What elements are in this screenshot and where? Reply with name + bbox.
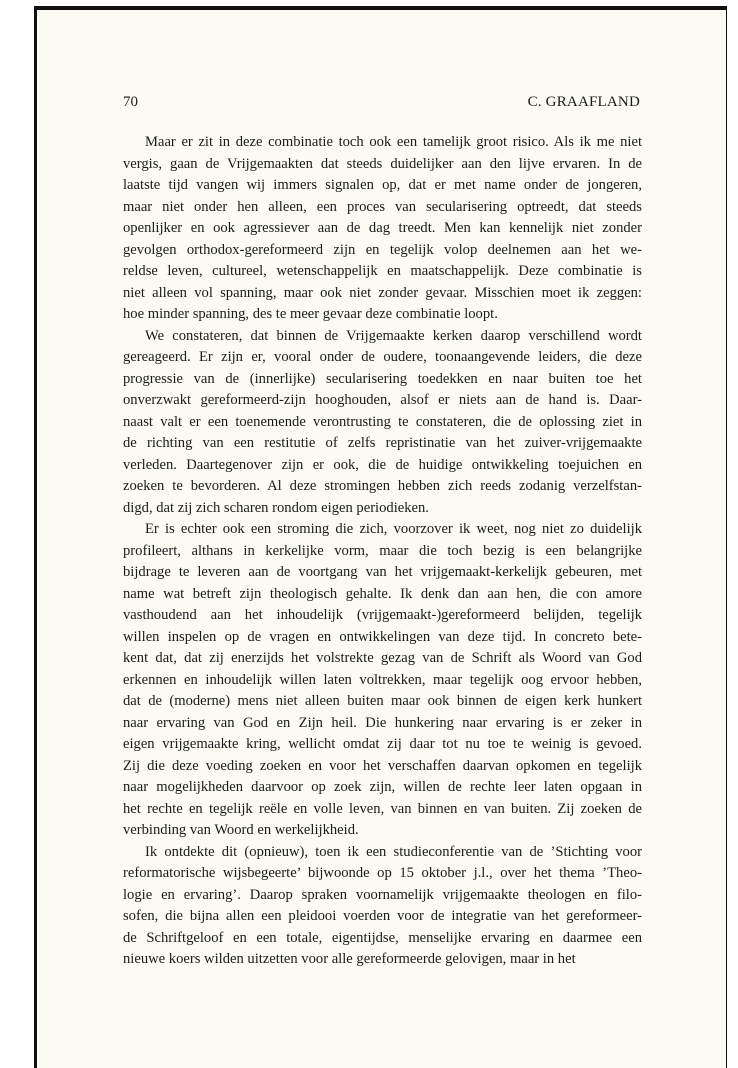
paragraph [123,132,642,326]
body-text [123,132,642,971]
paragraph [123,519,642,842]
text-line: dat de (moderne) mens niet alleen buiten maar ook binnen de eigen kerk hunkert [123,693,642,709]
text-line: openlijker en ook agressiever aan de dag treedt. Men kan kennelijk niet zonder [123,220,642,236]
text-line: progressie van de (innerlijke) secularisering toedekken en naar buiten toe het [123,370,642,387]
text-line: vasthoudend aan het inhoudelijk (vrijgemaakt-)gereformeerd belijden, tegelijk [123,607,642,623]
text-line: maar niet onder hen alleen, een proces van secularisering optreedt, dat steeds [123,198,642,215]
text-line: bijdrage te leveren aan de voortgang van het vrijgemaakt-kerkelijk gebeuren, met [123,564,642,580]
text-line: verbinding van Woord en werkelijkheid. [123,822,359,838]
text-line: kent dat, dat zij enerzijds het volstrekte gezag van de Schrift als Woord van God [123,650,642,666]
text-line: laatste tijd vangen wij immers signalen op, dat er met name onder de jongeren, [123,177,642,193]
text-line: name wat betreft zijn theologisch gehalte. Ik denk dan aan hen, die con amore [123,585,642,602]
text-line: erkennen en inhoudelijk willen laten voltrekken, maar tegelijk oog ervoor hebben, [123,671,642,688]
text-line: het rechte en tegelijk reële en volle leven, van binnen en van buiten. Zij zoeken de [123,800,642,817]
text-line: vergis, gaan de Vrijgemaakten dat steeds duidelijker aan den lijve ervaren. In de [123,155,642,172]
text-line: naast valt er een toenemende verontrusting te constateren, die de oplossing ziet in [123,413,642,430]
page-header [123,92,640,112]
text-line: de richting van een restitutie of zelfs repristinatie van het zuiver-vrijgemaakte [123,435,642,451]
text-line: Er is echter ook een stroming die zich, voorzover ik weet, nog niet zo duidelijk [145,521,642,537]
paragraph [123,326,642,520]
text-line: Ik ontdekte dit (opnieuw), toen ik een studieconferentie van de ’Stichting voor [145,843,642,860]
text-line: logie en ervaring’. Daarop spraken voornamelijk vrijgemaakte theologen en filo- [123,886,642,903]
book-page [34,6,727,1068]
text-line: profileert, althans in kerkelijke vorm, maar die toch bezig is een belangrijke [123,542,642,559]
text-line: naar ervaring van God en Zijn heil. Die hunkering naar ervaring is er zeker in [123,714,642,731]
page-number: 70 [123,94,138,110]
text-line: reformatorische wijsbegeerte’ bijwoonde op 15 oktober j.l., over het thema ’Theo- [123,865,642,881]
text-line: de Schriftgeloof en een totale, eigentijdse, menselijke ervaring en daarmee een [123,929,642,946]
text-line: willen inspelen op de vragen en ontwikkelingen van deze tijd. In concreto bete- [123,628,642,645]
text-line: gevolgen orthodox-gereformeerd zijn en tegelijk volop deelnemen aan het we- [123,241,642,258]
text-line: We constateren, dat binnen de Vrijgemaakte kerken daarop verschillend wordt [145,327,642,344]
text-line: hoe minder spanning, des te meer gevaar deze combinatie loopt. [123,306,498,322]
text-line: eigen vrijgemaakte kring, wellicht omdat zij daar tot nu toe te weinig is gevoed. [123,736,642,752]
text-line: onverzwakt gereformeerd-zijn hooghouden, alsof er niets aan de hand is. Daar- [123,392,642,408]
paragraph [123,842,642,971]
text-line: Maar er zit in deze combinatie toch ook een tamelijk groot risico. Als ik me niet [145,134,642,150]
text-line: zoeken te bevorderen. Al deze stromingen hebben zich reeds zodanig verzelfstan- [123,478,642,494]
text-line: reldse leven, cultureel, wetenschappelijk en maatschappelijk. Deze combinatie is [123,263,642,279]
text-line: Zij die deze voeding zoeken en voor het verschaffen daarvan opkomen en tegelijk [123,757,642,774]
text-line: naar mogelijkheden daarvoor op zoek zijn, willen de rechte leer laten opgaan in [123,779,642,795]
text-line: digd, dat zij zich scharen rondom eigen periodieken. [123,499,429,516]
text-line: gereageerd. Er zijn er, vooral onder de oudere, toonaangevende leiders, die deze [123,349,642,365]
running-head-author: C. GRAAFLAND [527,94,640,110]
text-line: verleden. Daartegenover zijn er ook, die de huidige ontwikkeling toejuichen en [123,456,642,473]
text-line: sofen, die bijna allen een pleidooi voerden voor de integratie van het gereformeer- [123,908,642,924]
text-line: niet alleen vol spanning, maar ook niet zonder gevaar. Misschien moet ik zeggen: [123,284,642,301]
text-line: nieuwe koers wilden uitzetten voor alle gereformeerde gelovigen, maar in het [123,951,576,967]
